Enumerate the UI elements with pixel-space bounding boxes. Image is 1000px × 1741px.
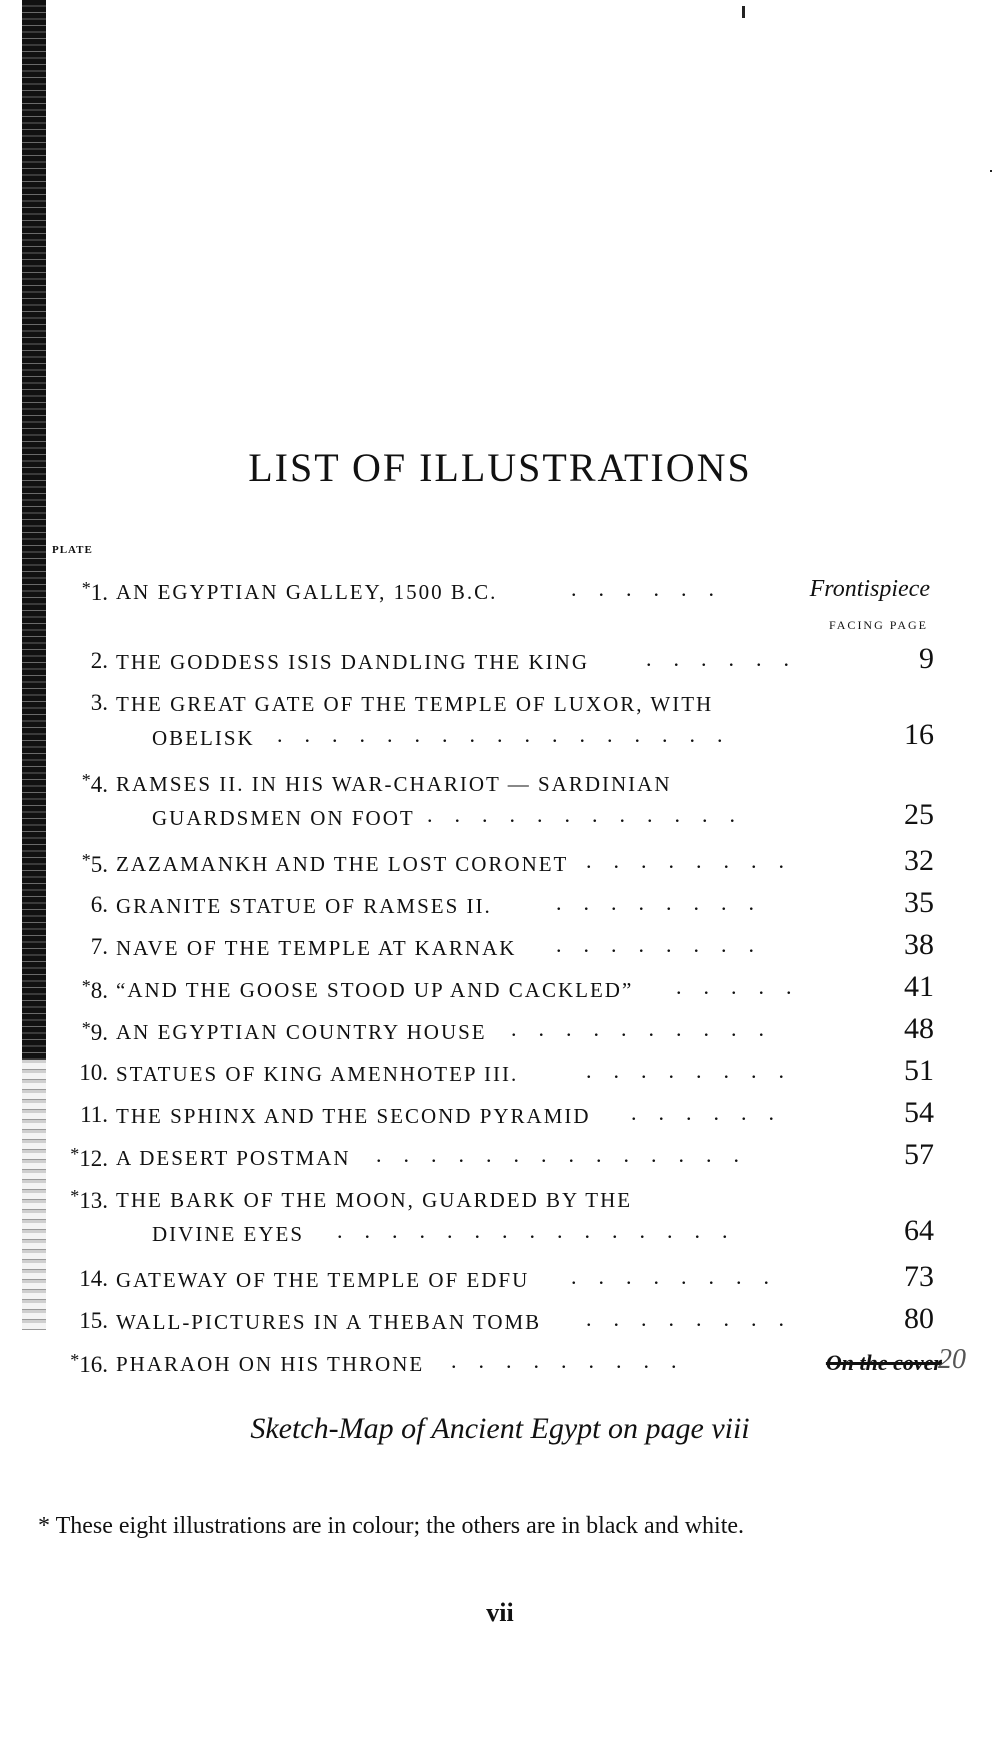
list-item: [0, 844, 1000, 890]
list-item: [0, 886, 1000, 932]
plate-number-text: 16.: [79, 1352, 108, 1377]
page-number: 16: [904, 718, 934, 751]
list-item: [0, 770, 1000, 850]
plate-number-text: 13.: [79, 1188, 108, 1213]
illustration-title: THE BARK OF THE MOON, GUARDED BY THE: [116, 1188, 633, 1212]
colour-marker: *: [70, 1144, 80, 1164]
plate-number: [40, 1186, 108, 1214]
illustration-title: THE GODDESS ISIS DANDLING THE KING: [116, 650, 590, 674]
plate-number: [40, 976, 108, 1004]
plate-number-text: 6.: [90, 892, 108, 917]
dot-leaders: ........: [586, 848, 806, 873]
list-item: [0, 1054, 1000, 1100]
illustration-title: AN EGYPTIAN COUNTRY HOUSE: [116, 1020, 487, 1044]
plate-number: [40, 1350, 108, 1378]
plate-number: [40, 1144, 108, 1172]
list-item: [0, 1096, 1000, 1142]
footnote: * These eight illustrations are in colour; the others are in black and white.: [38, 1513, 745, 1539]
illustration-title: THE GREAT GATE OF THE TEMPLE OF LUXOR, WITH: [116, 692, 714, 716]
illustration-title: AN EGYPTIAN GALLEY, 1500 B.C.: [116, 580, 498, 604]
illustration-title: ZAZAMANKH AND THE LOST CORONET: [116, 852, 569, 876]
illustration-title: GRANITE STATUE OF RAMSES II.: [116, 894, 492, 918]
colour-marker: *: [70, 1186, 80, 1206]
dot-leaders: ..............: [376, 1142, 761, 1167]
list-item: [0, 1138, 1000, 1184]
plate-number: [40, 578, 108, 606]
list-item: [0, 1260, 1000, 1306]
dot-leaders: .................: [277, 722, 745, 747]
page-number: 73: [904, 1260, 934, 1293]
plate-number-text: 3.: [90, 690, 108, 715]
colour-marker: *: [81, 976, 91, 996]
plate-number: [40, 1102, 108, 1128]
illustration-title: RAMSES II. IN HIS WAR-CHARIOT — SARDINIAN: [116, 772, 672, 796]
page-number: 64: [904, 1214, 934, 1247]
page-number: 38: [904, 928, 934, 961]
plate-number-text: 14.: [79, 1266, 108, 1291]
illustration-title: NAVE OF THE TEMPLE AT KARNAK: [116, 936, 517, 960]
page-number: 51: [904, 1054, 934, 1087]
illustration-title: “AND THE GOOSE STOOD UP AND CACKLED”: [116, 978, 634, 1002]
page-number: 54: [904, 1096, 934, 1129]
dot-leaders: ........: [586, 1058, 806, 1083]
illustration-title: WALL-PICTURES IN A THEBAN TOMB: [116, 1310, 542, 1334]
plate-number-text: 12.: [79, 1146, 108, 1171]
dot-leaders: .....: [676, 974, 814, 999]
page-number: 35: [904, 886, 934, 919]
list-item: [0, 1344, 1000, 1390]
list-item: [0, 970, 1000, 1016]
plate-column-label: PLATE: [52, 544, 93, 556]
page-number: 32: [904, 844, 934, 877]
illustration-title-continued: OBELISK: [152, 726, 255, 750]
illustration-title: A DESERT POSTMAN: [116, 1146, 351, 1170]
dot-leaders: ......: [631, 1100, 796, 1125]
dot-leaders: ..........: [511, 1016, 786, 1041]
plate-number-text: 15.: [79, 1308, 108, 1333]
plate-number: [40, 1266, 108, 1292]
plate-number: [40, 1018, 108, 1046]
illustration-title-continued: GUARDSMEN ON FOOT: [152, 806, 415, 830]
list-item: [0, 1186, 1000, 1266]
plate-number: [40, 1060, 108, 1086]
page-number: 41: [904, 970, 934, 1003]
on-the-cover-struck: On the cover: [825, 1350, 942, 1375]
illustration-title-continued: DIVINE EYES: [152, 1222, 305, 1246]
page-number: 57: [904, 1138, 934, 1171]
list-item: [0, 1012, 1000, 1058]
dot-leaders: ........: [556, 932, 776, 957]
list-item: [0, 578, 1000, 618]
dot-leaders: ......: [571, 576, 736, 601]
illustration-title: PHARAOH ON HIS THRONE: [116, 1352, 425, 1376]
colour-marker: *: [81, 850, 91, 870]
facing-page-label: FACING PAGE: [828, 618, 928, 632]
dot-leaders: ...............: [337, 1218, 750, 1243]
frontispiece-label: Frontispiece: [809, 576, 930, 602]
list-item: [0, 928, 1000, 974]
colour-marker: *: [81, 1018, 91, 1038]
list-item: [0, 1302, 1000, 1348]
plate-number-text: 9.: [90, 1020, 108, 1045]
plate-number-text: 5.: [90, 852, 108, 877]
dot-leaders: .........: [451, 1348, 699, 1373]
colour-marker: *: [81, 578, 91, 598]
page-title: LIST OF ILLUSTRATIONS: [248, 445, 752, 490]
sketch-map-note: Sketch-Map of Ancient Egypt on page viii: [250, 1412, 750, 1445]
page-number: vii: [486, 1598, 514, 1627]
dot-leaders: ........: [571, 1264, 791, 1289]
plate-number: [40, 648, 108, 674]
scan-speck: [742, 6, 745, 18]
plate-number-text: 10.: [79, 1060, 108, 1085]
page-number: 80: [904, 1302, 934, 1335]
plate-number: [40, 850, 108, 878]
dot-leaders: ......: [646, 646, 811, 671]
page-number: 25: [904, 798, 934, 831]
plate-number: [40, 1308, 108, 1334]
handwritten-page-number: 20: [938, 1344, 966, 1375]
plate-number: [40, 934, 108, 960]
dot-leaders: ........: [556, 890, 776, 915]
plate-number-text: 8.: [90, 978, 108, 1003]
plate-number-text: 4.: [90, 772, 108, 797]
plate-number-text: 2.: [90, 648, 108, 673]
page-number: 48: [904, 1012, 934, 1045]
plate-number: [40, 690, 108, 716]
scan-speck: [990, 170, 992, 172]
colour-marker: *: [81, 770, 91, 790]
plate-number-text: 1.: [90, 580, 108, 605]
plate-number-text: 11.: [80, 1102, 108, 1127]
dot-leaders: ............: [427, 802, 757, 827]
illustration-title: STATUES OF KING AMENHOTEP III.: [116, 1062, 519, 1086]
list-item: [0, 690, 1000, 770]
illustration-title: THE SPHINX AND THE SECOND PYRAMID: [116, 1104, 591, 1128]
list-item: [0, 642, 1000, 688]
dot-leaders: ........: [586, 1306, 806, 1331]
plate-number: [40, 770, 108, 798]
illustration-title: GATEWAY OF THE TEMPLE OF EDFU: [116, 1268, 530, 1292]
colour-marker: *: [70, 1350, 80, 1370]
plate-number-text: 7.: [90, 934, 108, 959]
page-number: 9: [919, 642, 934, 675]
plate-number: [40, 892, 108, 918]
